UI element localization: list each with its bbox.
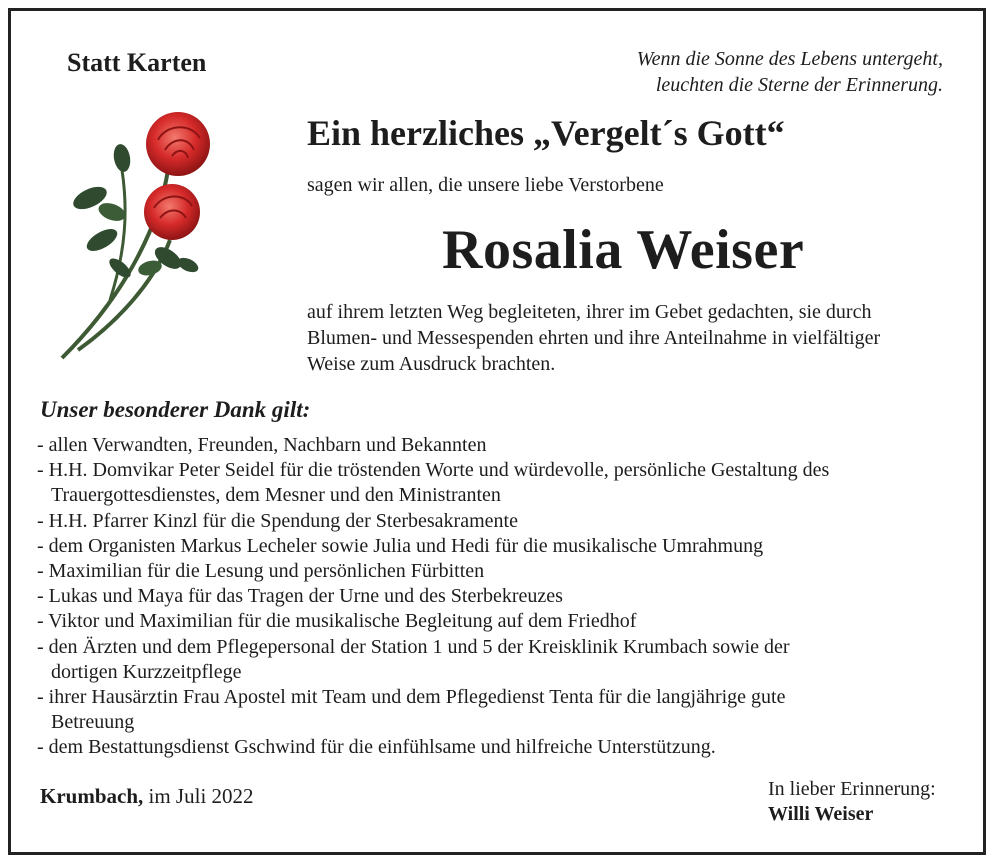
motto [637, 46, 943, 98]
list-item: - dem Organisten Markus Lecheler sowie Julia und Hedi für die musikalische Umrahmung [37, 534, 764, 557]
rose-illustration [50, 100, 230, 365]
list-item-continuation: dortigen Kurzzeitpflege [51, 660, 242, 683]
date: im Juli 2022 [148, 784, 254, 808]
list-item: - Viktor und Maximilian für die musikalische Begleitung auf dem Friedhof [37, 610, 637, 633]
list-item: - dem Bestattungsdienst Gschwind für die einfühlsame und hilfreiche Unterstützung. [37, 736, 716, 759]
thanks-line: Weise zum Ausdruck brachten. [307, 353, 556, 375]
place-date [40, 784, 254, 809]
signature-block [768, 777, 936, 827]
thanks-line: auf ihrem letzten Weg begleiteten, ihrer im Gebet gedachten, sie durch [307, 301, 872, 323]
list-item-continuation: Betreuung [51, 711, 135, 734]
special-thanks-list [37, 433, 829, 761]
list-item: - H.H. Pfarrer Kinzl für die Spendung der Sterbesakramente [37, 509, 518, 532]
list-item: - Maximilian für die Lesung und persönlichen Fürbitten [37, 560, 485, 583]
memory-label: In lieber Erinnerung: [768, 778, 936, 800]
motto-line-2: leuchten die Sterne der Erinnerung. [655, 74, 943, 96]
deceased-name: Rosalia Weiser [442, 219, 805, 281]
thanks-paragraph [307, 299, 962, 377]
headline: Ein herzliches „Vergelt´s Gott“ [307, 113, 785, 153]
signer-name: Willi Weiser [768, 803, 874, 825]
thanks-line: Blumen- und Messespenden ehrten und ihre Anteilnahme in vielfältiger [307, 327, 881, 349]
list-item: - Lukas und Maya für das Tragen der Urne und des Sterbekreuzes [37, 585, 563, 608]
special-thanks-heading: Unser besonderer Dank gilt: [40, 397, 311, 422]
list-item: - H.H. Domvikar Peter Seidel für die tröstenden Worte und würdevolle, persönliche Gestaltung des [37, 459, 830, 482]
list-item-continuation: Trauergottesdienstes, dem Mesner und den Ministranten [51, 484, 501, 507]
intro-text: sagen wir allen, die unsere liebe Verstorbene [307, 174, 664, 196]
list-item: - den Ärzten und dem Pflegepersonal der Station 1 und 5 der Kreisklinik Krumbach sowie der [37, 635, 790, 658]
place: Krumbach, [40, 784, 144, 808]
list-item: - ihrer Hausärztin Frau Apostel mit Team und dem Pflegedienst Tenta für die langjährige gute [37, 686, 786, 709]
list-item: - allen Verwandten, Freunden, Nachbarn und Bekannten [37, 434, 487, 456]
statt-karten-label: Statt Karten [67, 48, 207, 77]
motto-line-1: Wenn die Sonne des Lebens untergeht, [636, 48, 943, 70]
